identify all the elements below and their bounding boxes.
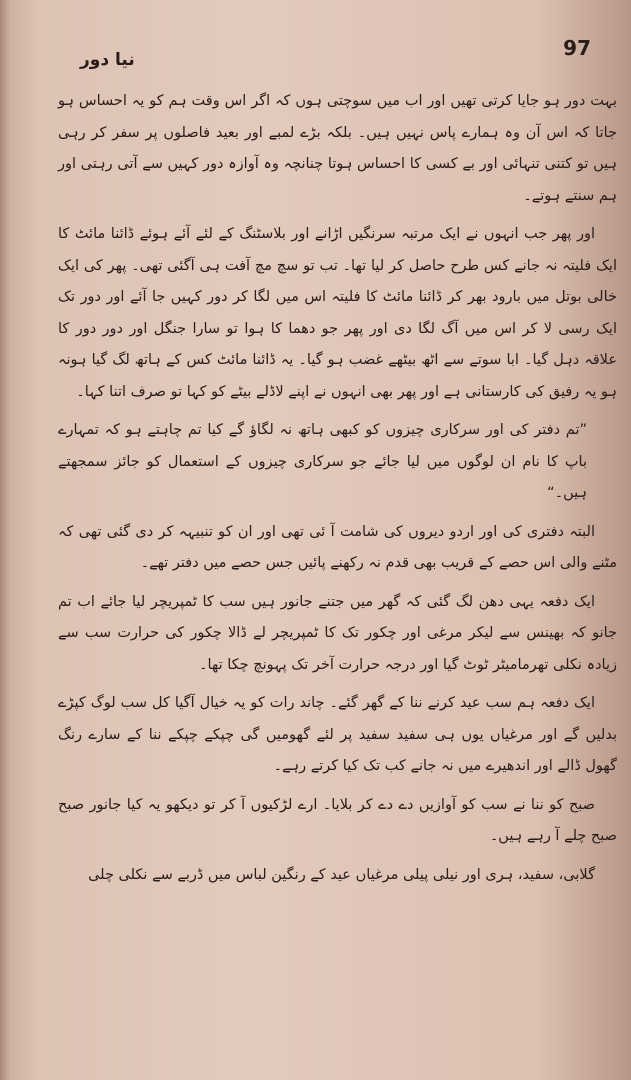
paragraph: بہت دور ہو جایا کرتی تھیں اور اب میں سوچتی ہوں کہ اگر اس وقت ہم کو یہ احساس ہو جاتا کہ اس آن وہ ہمارے پاس نہیں ہیں۔ بلکہ بڑے لمبے اور بعید فاصلوں پر سفر کر رہی ہیں تو کتنی تنہائی اور بے کسی کا احساس ہوتا چنانچہ وہ آوازہ دور کہیں سے آتی رہتی اور ہم سنتے ہوتے۔ (58, 93, 617, 204)
paragraph: صبح کو ننا نے سب کو آوازیں دے دے کر بلایا۔ ارے لڑکیوں آ کر تو دیکھو یہ کیا جانور صبح صبح چلے آ رہے ہیں۔ (58, 796, 617, 844)
page-binding-edge (0, 0, 10, 1080)
body-text (58, 86, 617, 891)
page-number: 97 (563, 36, 591, 60)
quoted-paragraph: ”تم دفتر کی اور سرکاری چیزوں کو کبھی ہاتھ نہ لگاؤ گے کیا تم چاہتے ہو کہ تمہارے باپ کا نام ان لوگوں میں لیا جائے جو سرکاری چیزوں کے استعمال کو جائز سمجھتے ہیں۔“ (58, 422, 587, 501)
paragraph: البتہ دفتری کی اور اردو دیروں کی شامت آ ئی تھی اور ان کو تنبیہہ کر دی گئی تھی کہ مٹنے والی اس حصے کے قریب بھی قدم نہ رکھنے پائیں جس حصے میں دفتر تھے۔ (58, 523, 617, 571)
paragraph: اور پھر جب انہوں نے ایک مرتبہ سرنگیں اڑانے اور بلاسٹنگ کے لئے آئے ہوئے ڈائنا مائٹ کا ایک فلیتہ نہ جانے کس طرح حاصل کر لیا تھا۔ تب تو سچ مچ آفت ہی آگئی تھی۔ پھر کی ایک خالی بوتل میں بارود بھر کر ڈائنا مائٹ کا فلیتہ اس میں لگا کر دور کہیں جا آئے اور دور تک ایک رسی لا کر اس میں آگ لگا دی اور پھر جو دھما کا ہوا تو سارا جنگل اور دور دور کا علاقہ دہل گیا۔ ابا سوتے سے اٹھ بیٹھے غضب ہو گیا۔ یہ ڈائنا مائٹ کس کے ہاتھ لگ گیا ہونہ ہو یہ رفیق کی کارستانی ہے اور پھر بھی انہوں نے اپنے لاڈلے بیٹے کو کہا تو صرف اتنا کہا۔ (58, 226, 617, 400)
paragraph: گلابی، سفید، ہری اور نیلی پیلی مرغیاں عید کے رنگین لباس میں ڈربے سے نکلی چلی (88, 866, 595, 883)
running-title: نیا دور (80, 50, 135, 70)
page-header (80, 36, 591, 76)
paragraph: ایک دفعہ یہی دھن لگ گئی کہ گھر میں جتنے جانور ہیں سب کا ٹمپریچر لیا جائے اب تم جانو کہ بھینس سے لیکر مرغی اور چکور تک کا ٹمپریچر لے ڈالا چکور کی حرارت سب سے زیادہ نکلی تھرمامیٹر ٹوٹ گیا اور درجہ حرارت آخر تک پہونچ چکا تھا۔ (58, 593, 617, 673)
paragraph: ایک دفعہ ہم سب عید کرنے ننا کے گھر گئے۔ چاند رات کو یہ خیال آگیا کل سب لوگ کپڑے بدلیں گے اور مرغیاں یوں ہی سفید سفید پر لئے گھومیں گی چپکے چپکے ننا کے سارے رنگ گھول ڈالے اور اندھیرے میں نہ جانے کب تک کیا کرتے رہے۔ (58, 695, 617, 774)
